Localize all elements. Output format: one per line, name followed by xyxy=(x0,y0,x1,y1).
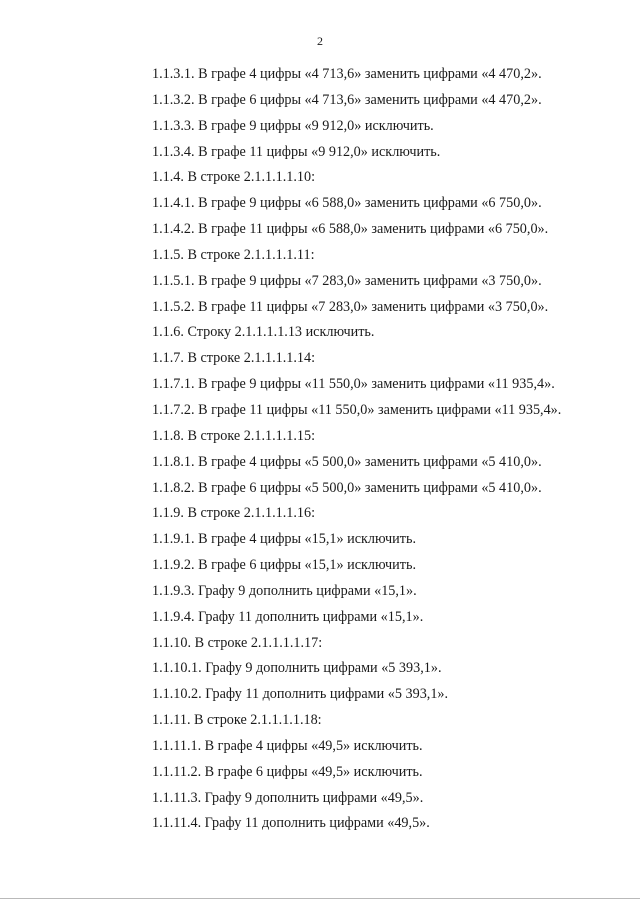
page-number: 2 xyxy=(317,34,323,48)
amendment-line: 1.1.5. В строке 2.1.1.1.1.11: xyxy=(152,246,315,263)
amendment-line: 1.1.8.2. В графе 6 цифры «5 500,0» заменить цифрами «5 410,0». xyxy=(152,479,542,496)
amendment-line: 1.1.4. В строке 2.1.1.1.1.10: xyxy=(152,169,316,186)
amendment-line: 1.1.11. В строке 2.1.1.1.1.18: xyxy=(152,712,322,729)
amendment-line: 1.1.9.2. В графе 6 цифры «15,1» исключить. xyxy=(152,557,416,574)
amendment-line: 1.1.3.1. В графе 4 цифры «4 713,6» заменить цифрами «4 470,2». xyxy=(152,66,542,82)
amendment-line: 1.1.10.1. Графу 9 дополнить цифрами «5 393,1». xyxy=(152,660,442,677)
amendment-line: 1.1.4.2. В графе 11 цифры «6 588,0» заменить цифрами «6 750,0». xyxy=(152,221,549,238)
amendment-line: 1.1.11.3. Графу 9 дополнить цифрами «49,5». xyxy=(152,789,424,806)
amendment-line: 1.1.3.4. В графе 11 цифры «9 912,0» исключить. xyxy=(152,143,441,160)
amendment-line: 1.1.8.1. В графе 4 цифры «5 500,0» заменить цифрами «5 410,0». xyxy=(152,453,542,470)
amendment-line: 1.1.9.3. Графу 9 дополнить цифрами «15,1». xyxy=(152,582,417,599)
amendment-line: 1.1.5.2. В графе 11 цифры «7 283,0» заменить цифрами «3 750,0». xyxy=(152,298,549,315)
amendment-line: 1.1.3.2. В графе 6 цифры «4 713,6» заменить цифрами «4 470,2». xyxy=(152,91,542,108)
amendment-line: 1.1.11.2. В графе 6 цифры «49,5» исключить. xyxy=(152,763,423,780)
amendment-line: 1.1.3.3. В графе 9 цифры «9 912,0» исключить. xyxy=(152,117,434,134)
amendment-line: 1.1.9.4. Графу 11 дополнить цифрами «15,1». xyxy=(152,608,424,625)
amendment-line: 1.1.10.2. Графу 11 дополнить цифрами «5 393,1». xyxy=(152,686,449,703)
amendment-line: 1.1.11.4. Графу 11 дополнить цифрами «49,5». xyxy=(152,815,430,832)
amendment-line: 1.1.7. В строке 2.1.1.1.1.14: xyxy=(152,350,316,367)
amendment-line: 1.1.9.1. В графе 4 цифры «15,1» исключить. xyxy=(152,531,416,548)
amendment-list xyxy=(152,62,622,837)
amendment-line: 1.1.5.1. В графе 9 цифры «7 283,0» заменить цифрами «3 750,0». xyxy=(152,272,542,289)
amendment-line: 1.1.9. В строке 2.1.1.1.1.16: xyxy=(152,505,316,522)
amendment-line: 1.1.7.1. В графе 9 цифры «11 550,0» заменить цифрами «11 935,4». xyxy=(152,376,555,393)
scan-edge-divider xyxy=(0,898,640,899)
amendment-line: 1.1.7.2. В графе 11 цифры «11 550,0» заменить цифрами «11 935,4». xyxy=(152,401,562,418)
amendment-line: 1.1.10. В строке 2.1.1.1.1.17: xyxy=(152,634,323,651)
amendment-line: 1.1.4.1. В графе 9 цифры «6 588,0» заменить цифрами «6 750,0». xyxy=(152,195,542,212)
amendment-line: 1.1.11.1. В графе 4 цифры «49,5» исключить. xyxy=(152,737,423,754)
amendment-line: 1.1.8. В строке 2.1.1.1.1.15: xyxy=(152,427,316,444)
amendment-line: 1.1.6. Строку 2.1.1.1.1.13 исключить. xyxy=(152,324,375,341)
